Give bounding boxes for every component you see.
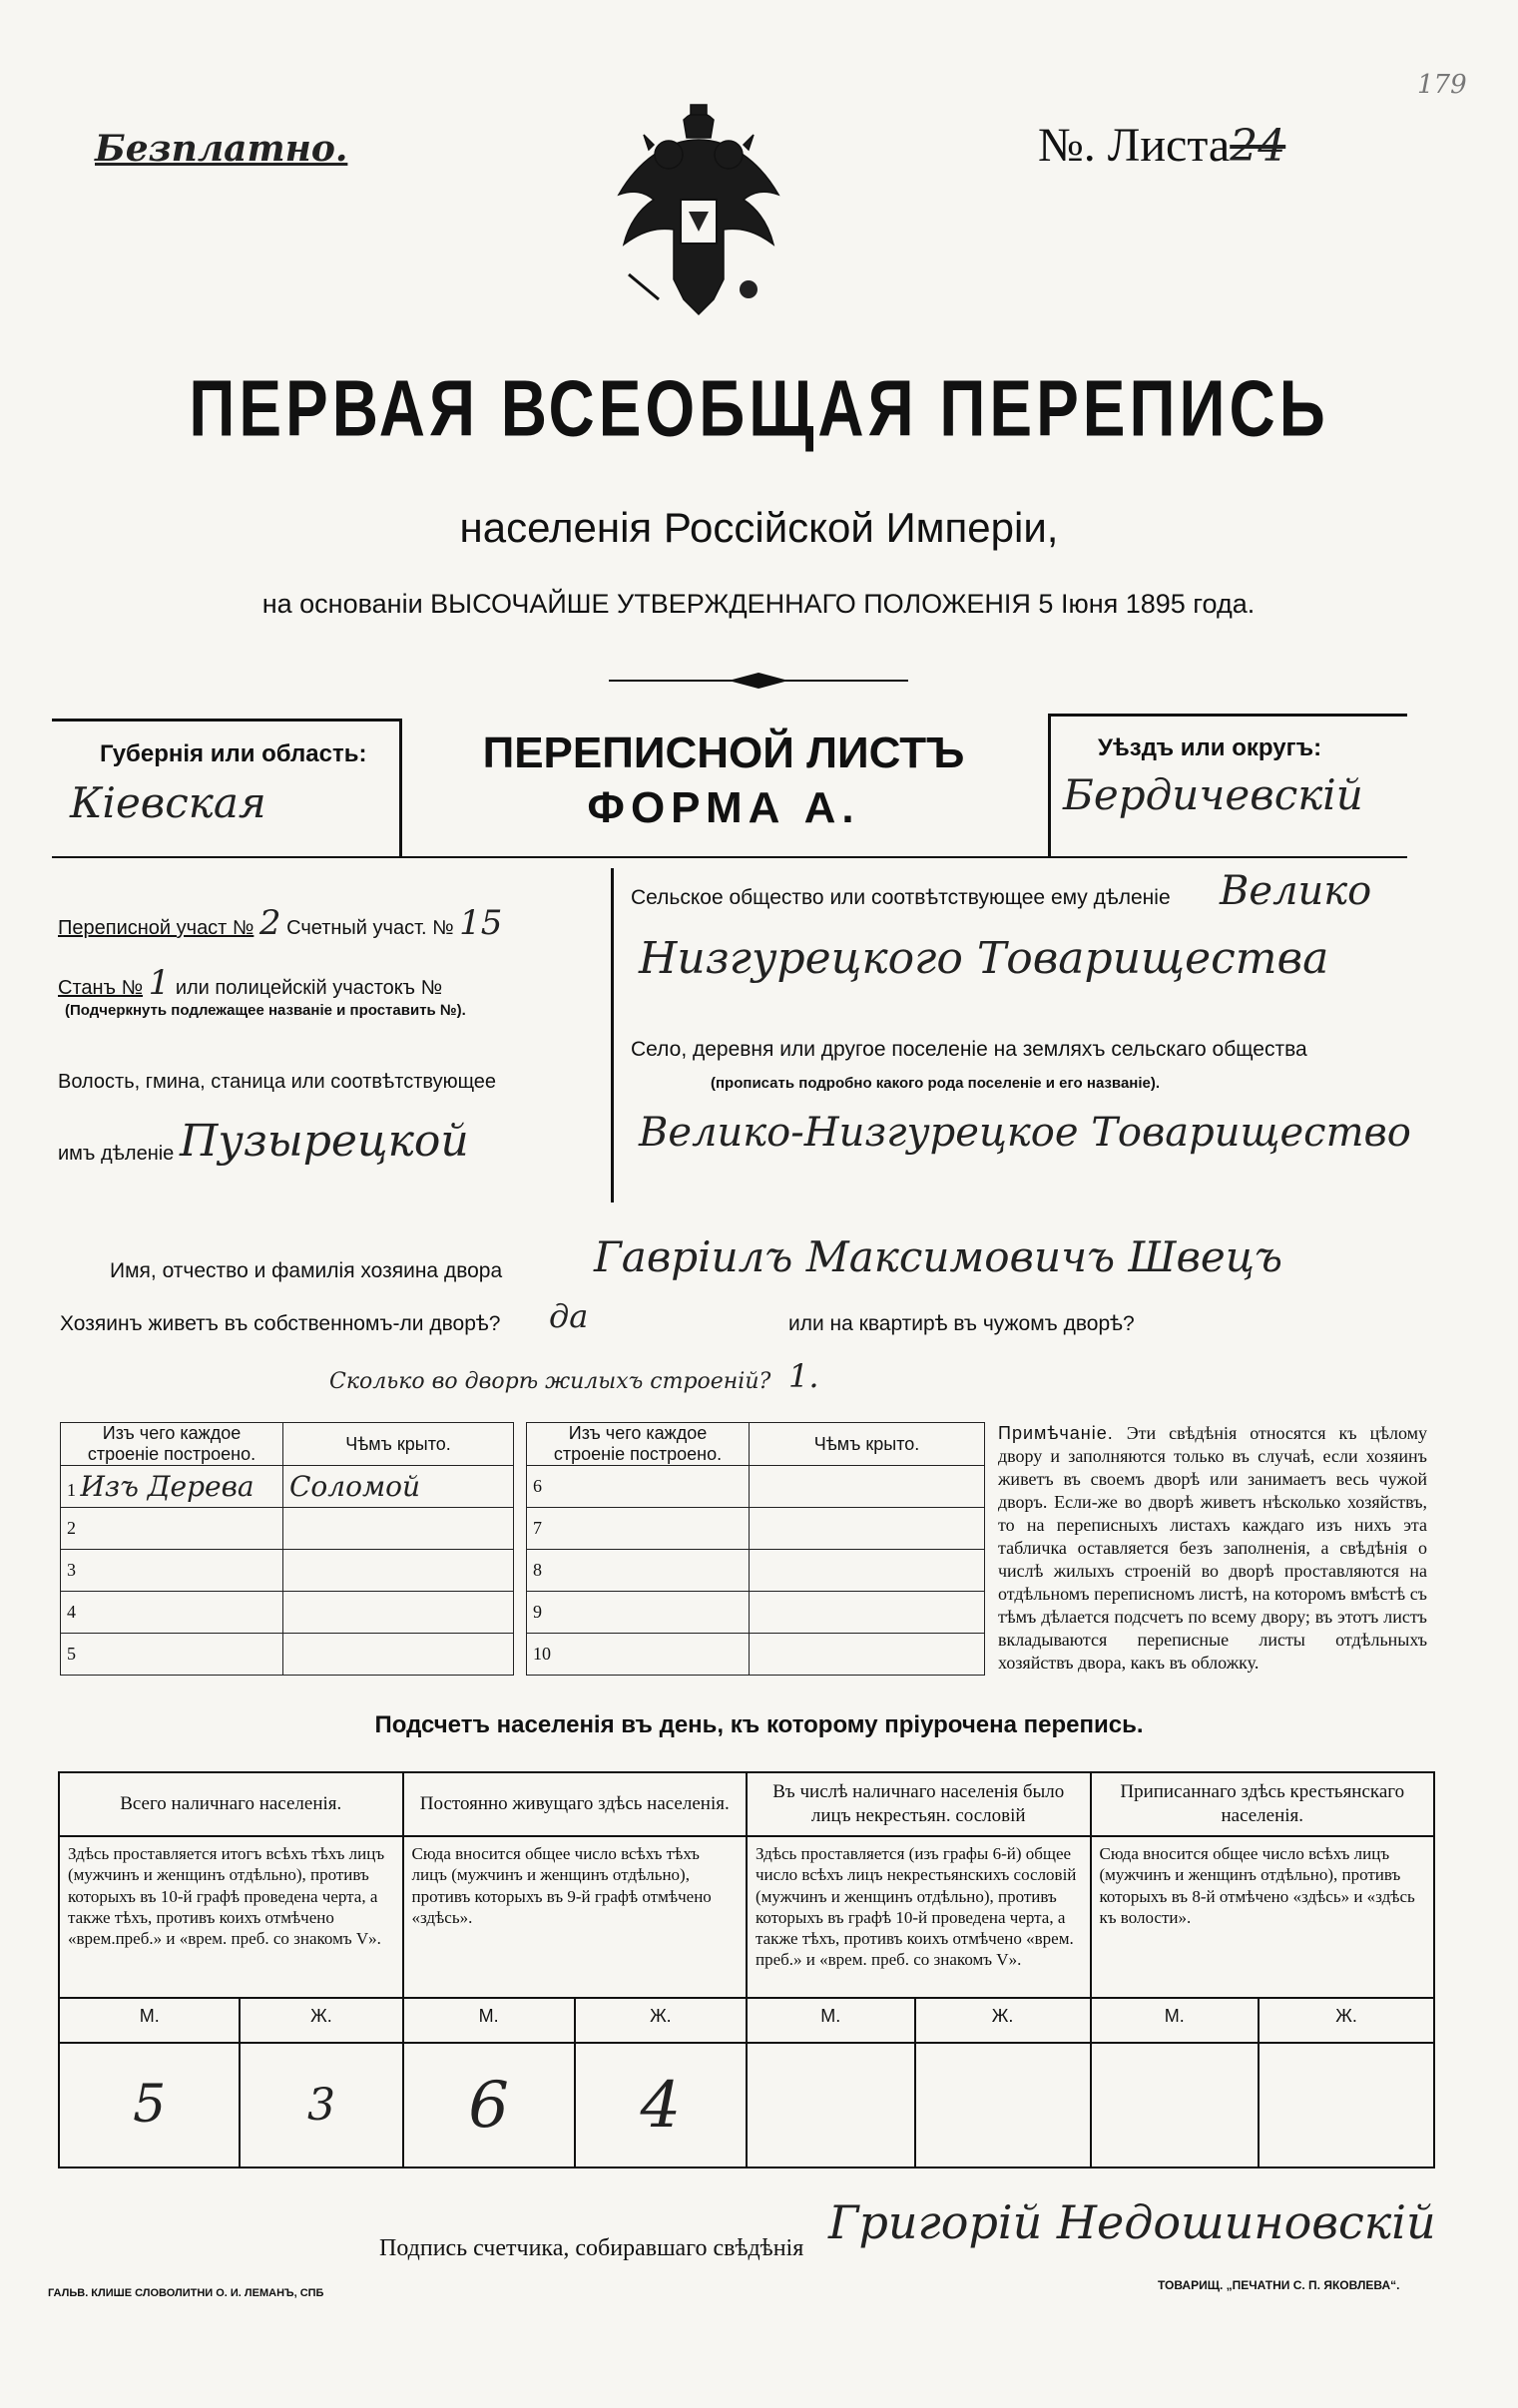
count-area-label: Счетный участ. № [286,917,454,939]
double-headed-eagle-emblem [599,100,798,329]
table-row [61,1508,514,1550]
female-header: Ж. [915,1999,1090,2043]
table-row [527,1466,985,1508]
row-number: 4 [61,1592,283,1634]
row-number: 7 [527,1508,750,1550]
buildings-value[interactable]: 1. [788,1357,819,1395]
district-label: Уѣздъ или округъ: [1098,734,1322,761]
col-built-header: Изъ чего каждое строеніе построено. [527,1423,750,1466]
left-note: (Подчеркнуть подлежащее названіе и проставить №). [65,1002,466,1019]
row-number: 3 [61,1550,283,1592]
row-number: 2 [61,1508,283,1550]
roof-value[interactable] [750,1592,985,1634]
table-row [527,1550,985,1592]
free-label: Безплатно. [95,128,348,170]
signature-label: Подпись счетчика, собиравшаго свѣдѣнія [379,2235,804,2261]
row-number: 1 [67,1480,76,1500]
roof-value[interactable] [283,1634,514,1676]
col-peasant-title: Приписаннаго здѣсь крестьянскаго населенія. [1091,1772,1435,1836]
table-row [527,1508,985,1550]
census-area-value[interactable]: 2 [258,903,281,943]
noncrest-male-value[interactable] [748,2043,915,2167]
census-title: ПЕРВАЯ ВСЕОБЩАЯ ПЕРЕПИСЬ [189,363,1329,453]
roof-value[interactable] [283,1550,514,1592]
col-permanent-title: Постоянно живущаго здѣсь населенія. [403,1772,748,1836]
roof-value[interactable] [283,1508,514,1550]
count-area-value[interactable]: 15 [459,903,503,943]
sheet-number-label [1038,118,1285,173]
ornament-divider [609,671,908,691]
corner-mark: 179 [1417,70,1467,100]
own-yard-label: Хозяинъ живетъ въ собственномъ-ли дворѣ? [60,1312,501,1335]
roof-value[interactable] [750,1508,985,1550]
male-header: М. [60,1999,240,2043]
footer-right: ТОВАРИЩ. „ПЕЧАТНИ С. П. ЯКОВЛЕВА“. [1158,2278,1400,2292]
roof-value[interactable] [750,1634,985,1676]
row-number: 10 [527,1634,750,1676]
table-row [61,1550,514,1592]
form-name: ПЕРЕПИСНОЙ ЛИСТЪ [482,728,965,777]
col-noncrest-values [747,1998,1091,2167]
table-row [527,1592,985,1634]
peasant-female-value[interactable] [1259,2043,1433,2167]
total-male-value[interactable]: 5 [60,2043,240,2167]
population-count-table [58,1771,1435,2168]
society-value-1[interactable]: Велико [1220,868,1372,914]
female-header: Ж. [240,1999,401,2043]
permanent-male-value[interactable]: 6 [404,2043,575,2167]
remark-text: Эти свѣдѣнія относятся къ цѣлому двору и заполняются только въ случаѣ, если хозяинъ живетъ въ своемъ дворѣ или занимаетъ весь чужой дворъ. Если-же во дворѣ живетъ нѣсколько хозяйствъ, то на переписныхъ листахъ каждаго изъ нихъ эта табличка оставляется безъ заполненія, а свѣдѣнія о числѣ жилыхъ строеній во дворѣ проставляются на отдѣльномъ переписномъ листѣ, на которомъ вмѣстѣ съ тѣмъ дѣлается подсчетъ по всему двору; въ этотъ листъ вкладываются переписные листы отдѣльныхъ хозяйствъ двора, какъ въ обложку. [998,1423,1428,1674]
count-heading: Подсчетъ населенія въ день, къ которому пріурочена перепись. [374,1711,1144,1738]
sheet-label: №. Листа [1038,119,1231,172]
buildings-table-right [526,1422,985,1676]
buildings-table-left [60,1422,514,1676]
stan-value[interactable]: 1 [148,963,171,1003]
col-permanent-desc: Сюда вносится общее число всѣхъ тѣхъ лицъ (мужчинъ и женщинъ отдѣльно), противъ которыхъ въ 9-й графѣ отмѣчено «здѣсь». [403,1836,748,1998]
table-row [61,1634,514,1676]
col-peasant-desc: Сюда вносится общее число всѣхъ лицъ (мужчинъ и женщинъ отдѣльно), противъ которыхъ въ 8-й отмѣчено «здѣсь» и «здѣсь къ волости». [1091,1836,1435,1998]
table-row [527,1634,985,1676]
total-female-value[interactable]: 3 [306,2080,335,2131]
roof-value[interactable]: Соломой [283,1466,514,1508]
form-kind: ФОРМА А. [587,783,860,832]
female-header: Ж. [1259,1999,1433,2043]
row-number: 5 [61,1634,283,1676]
roof-value[interactable] [750,1466,985,1508]
province-value[interactable]: Кіевская [70,778,266,827]
peasant-male-value[interactable] [1092,2043,1260,2167]
society-label: Сельское общество или соотвѣтствующее ему дѣленіе [631,886,1171,909]
owner-name-label: Имя, отчество и фамилія хозяина двора [110,1259,503,1282]
village-note: (прописать подробно какого рода поселеніе и его названіе). [711,1075,1161,1092]
police-label: или полицейскій участокъ № [175,977,443,999]
remark [998,1422,1427,1675]
village-value[interactable]: Велико-Низгурецкое Товарищество [639,1110,1411,1156]
census-area-label: Переписной участ № [58,917,254,939]
village-label: Село, деревня или другое поселеніе на земляхъ сельскаго общества [631,1038,1307,1061]
sheet-number: 24 [1230,121,1286,172]
rent-label: или на квартирѣ въ чужомъ дворѣ? [788,1312,1135,1335]
col-built-header: Изъ чего каждое строеніе построено. [61,1423,283,1466]
col-noncrest-title: Въ числѣ наличнаго населенія было лицъ некрестьян. сословій [747,1772,1091,1836]
male-header: М. [404,1999,575,2043]
male-header: М. [1092,1999,1260,2043]
remark-label: Примѣчаніе. [998,1423,1114,1443]
own-yard-value[interactable]: да [549,1297,589,1335]
division-label: имъ дѣленіе [58,1143,175,1165]
census-subtitle: населенія Россійской Имперіи, [459,504,1059,551]
col-total-desc: Здѣсь проставляется итогъ всѣхъ тѣхъ лицъ (мужчинъ и женщинъ отдѣльно), противъ которыхъ въ 10-й графѣ проведена черта, а также тѣхъ, противъ коихъ отмѣчено «врем.преб.» и «врем. преб. со знакомъ V». [59,1836,403,1998]
built-value[interactable]: Изъ Дерева [80,1470,254,1503]
table-row [61,1592,514,1634]
noncrest-female-value[interactable] [915,2043,1090,2167]
stan-row [58,963,442,1003]
census-area-row [58,903,502,943]
permanent-female-value[interactable]: 4 [640,2068,682,2143]
row-number: 6 [527,1466,750,1508]
col-noncrest-desc: Здѣсь проставляется (изъ графы 6-й) общее число всѣхъ лицъ некрестьянскихъ сословій (мужчинъ и женщинъ отдѣльно), противъ которыхъ въ графѣ 10-й проведена черта, а также тѣхъ, противъ коихъ отмѣчено «врем. преб.» и «врем. преб. со знакомъ V». [747,1836,1091,1998]
volost-label: Волость, гмина, станица или соотвѣтствующее [58,1071,497,1093]
signature-value[interactable]: Григорій Недошиновскій [828,2195,1436,2249]
table-row [61,1466,514,1508]
stan-label: Станъ № [58,977,144,999]
col-total-values [59,1998,403,2167]
roof-value[interactable] [283,1592,514,1634]
buildings-label: Сколько во дворѣ жилыхъ строеній? [329,1369,771,1394]
female-header: Ж. [575,1999,746,2043]
col-peasant-values [1091,1998,1435,2167]
col-total-title: Всего наличнаго населенія. [59,1772,403,1836]
roof-value[interactable] [750,1550,985,1592]
col-roof-header: Чѣмъ крыто. [750,1423,985,1466]
owner-name-value[interactable]: Гавріилъ Максимовичъ Швецъ [594,1232,1283,1281]
division-value[interactable]: Пузырецкой [180,1116,469,1167]
district-value[interactable]: Бердичевскій [1063,770,1363,819]
society-value-2[interactable]: Низгурецкого Товарищества [639,933,1329,984]
male-header: М. [748,1999,915,2043]
col-permanent-values [403,1998,748,2167]
row-number: 9 [527,1592,750,1634]
col-roof-header: Чѣмъ крыто. [283,1423,514,1466]
row-number: 8 [527,1550,750,1592]
footer-left: ГАЛЬВ. КЛИШЕ СЛОВОЛИТНИ О. И. ЛЕМАНЪ, СПБ [48,2287,324,2299]
census-basis: на основаніи ВЫСОЧАЙШЕ УТВЕРЖДЕННАГО ПОЛОЖЕНІЯ 5 Іюня 1895 года. [261,589,1256,619]
province-label: Губернія или область: [100,740,367,767]
